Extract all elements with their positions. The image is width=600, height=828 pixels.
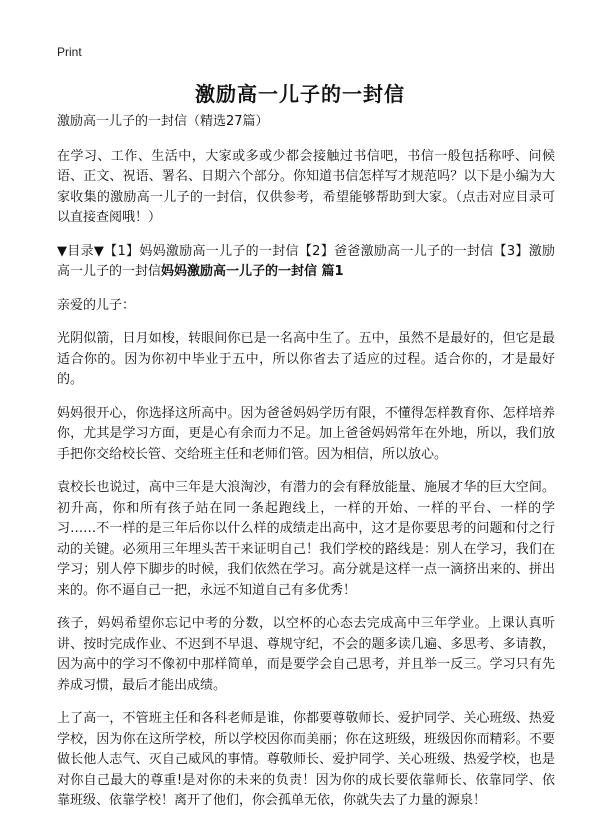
document-body [57, 112, 555, 825]
body-paragraph: 上了高一，不管班主任和各科老师是谁，你都要尊敬师长、爱护同学、关心班级、热爱学校，因为你在这所学校，所以学校因你而美丽；你在这班级，班级因你而精彩。不要做长他人志气、灭自己威风的事情。尊敬师长、爱护同学、关心班级、热爱学校，也是对你自己最大的尊重!是对你的未来的负责！因为你的成长要依靠师长、依靠同学、依靠班级、依靠学校！离开了他们，你会孤单无依，你就失去了力量的源泉！ [57, 711, 555, 808]
intro-paragraph: 在学习、工作、生活中，大家或多或少都会接触过书信吧，书信一般包括称呼、问候语、正文、祝语、署名、日期六个部分。你知道书信怎样写才规范吗？以下是小编为大家收集的激励高一儿子的一封信，仅供参考，希望能够帮助到大家。（点击对应目录可以直接查阅哦！） [57, 148, 555, 225]
toc-prefix: ▼目录▼ [57, 243, 105, 259]
body-paragraph: 妈妈很开心，你选择这所高中。因为爸爸妈妈学历有限，不懂得怎样教育你、怎样培养你，尤其是学习方面，更是心有余而力不足。加上爸爸妈妈常年在外地，所以，我们放手把你交给校长管、交给班主任和老师们管。因为相信，所以放心。 [57, 405, 555, 462]
body-paragraph: 袁校长也说过，高中三年是大浪淘沙，有潜力的会有释放能量、施展才华的巨大空间。初升高，你和所有孩子站在同一条起跑线上，一样的开始、一样的平台、一样的学习……不一样的是三年后你以什么样的成绩走出高中，这才是你要思考的问题和付之行动的关键。必须用三年埋头苦干来证明自己！我们学校的路线是：别人在学习，我们在学习；别人停下脚步的时候，我们依然在学习。高分就是这样一点一滴挤出来的、拼出来的。你不逼自己一把，永远不知道自己有多优秀！ [57, 480, 555, 598]
page-title: 激励高一儿子的一封信 [195, 82, 405, 106]
table-of-contents [57, 242, 555, 283]
body-paragraph: 孩子，妈妈希望你忘记中考的分数，以空杯的心态去完成高中三年学业。上课认真听讲、按时完成作业、不迟到不早退、尊规守纪，不会的题多读几遍、多思考、多请教，因为高中的学习不像初中那样简单，而是要学会自己思考，并且举一反三。学习只有先养成习惯，最后才能出成绩。 [57, 616, 555, 693]
greeting: 亲爱的儿子： [57, 297, 136, 313]
toc-link-1[interactable]: 【1】妈妈激励高一儿子的一封信 [104, 243, 299, 259]
subtitle: 激励高一儿子的一封信（精选27篇） [57, 114, 269, 129]
section-heading: 妈妈激励高一儿子的一封信 篇1 [161, 264, 344, 279]
body-paragraph: 光阴似箭，日月如梭，转眼间你已是一名高中生了。五中，虽然不是最好的，但它是最适合你的。因为你初中毕业于五中，所以你省去了适应的过程。适合你的，才是最好的。 [57, 331, 555, 387]
toc-link-3[interactable]: 【3】激励高一儿子的一封信 [57, 243, 555, 279]
toc-link-2[interactable]: 【2】爸爸激励高一儿子的一封信 [298, 243, 494, 259]
print-label[interactable]: Print [57, 45, 82, 59]
